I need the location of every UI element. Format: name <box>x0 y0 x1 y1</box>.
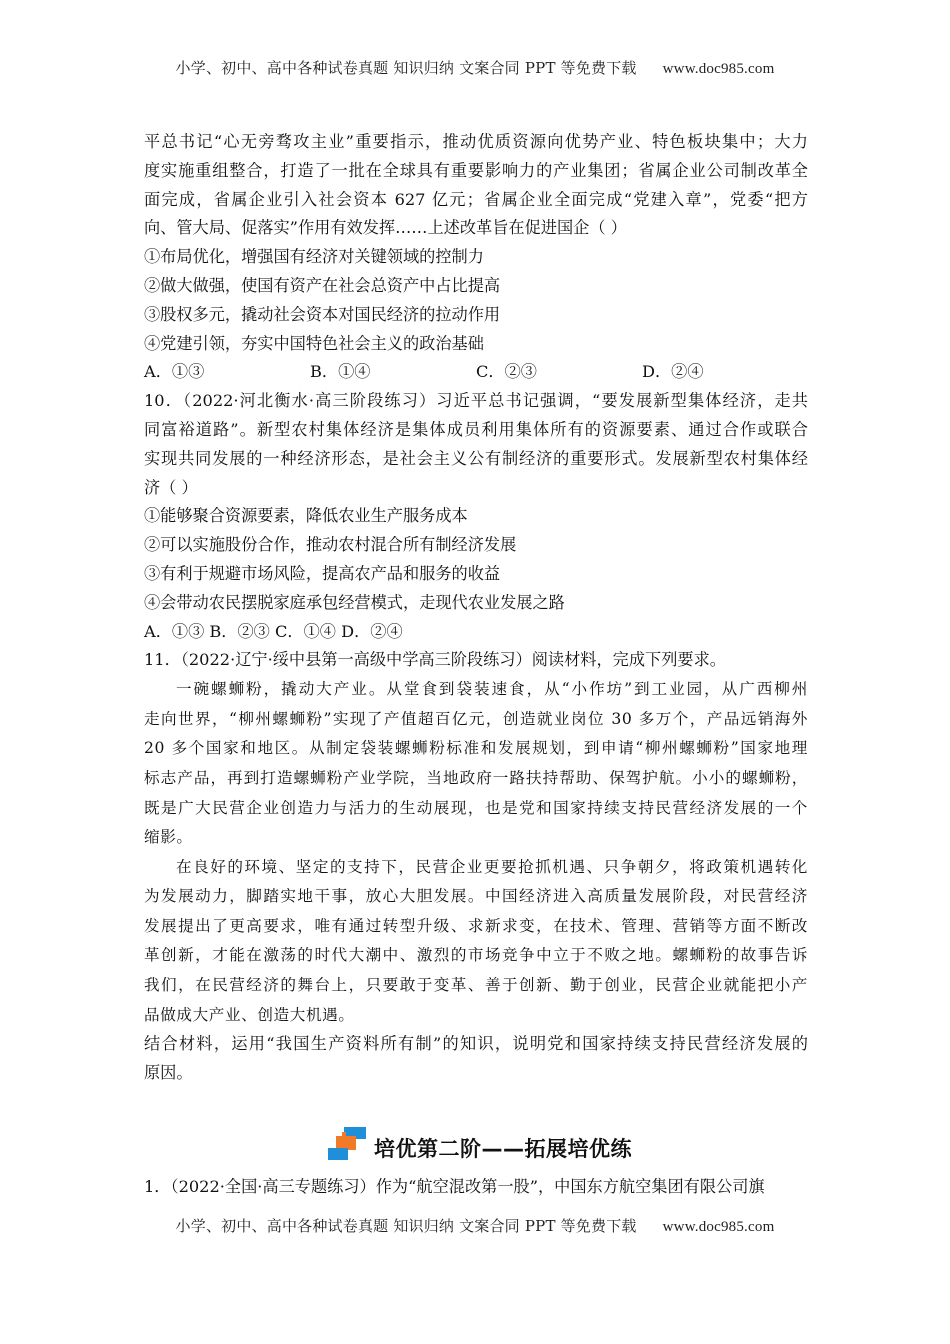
stacked-blocks-icon <box>326 1126 370 1162</box>
material-line: 标志产品，再到打造螺蛳粉产业学院，当地政府一路扶持帮助、保驾护航。小小的螺蛳粉， <box>144 768 808 787</box>
q9-statement: ②做大做强，使国有资产在社会总资产中占比提高 <box>144 275 501 295</box>
q9-stem-line: 度实施重组整合，打造了一批在全球具有重要影响力的产业集团；省属企业公司制改革全 <box>144 160 808 180</box>
q10-statement: ①能够聚合资源要素，降低农业生产服务成本 <box>144 506 468 526</box>
q11-material <box>144 675 808 1030</box>
material-line: 缩影。 <box>144 828 193 847</box>
q10-options: A．①③ B．②③ C．①④ D．②④ <box>144 621 403 641</box>
q10-stem-line: 同富裕道路”。新型农村集体经济是集体成员利用集体所有的资源要素、通过合作或联合 <box>144 419 808 439</box>
material-line: 走向世界，“柳州螺蛳粉”实现了产值超百亿元，创造就业岗位 30 多万个，产品远销海外 <box>144 709 808 728</box>
question-10 <box>144 387 808 646</box>
q10-stem-line: 实现共同发展的一种经济形态，是社会主义公有制经济的重要形式。发展新型农村集体经 <box>144 448 808 468</box>
material-line: 20 多个国家和地区。从制定袋装螺蛳粉标准和发展规划，到申请“柳州螺蛳粉”国家地理 <box>144 739 808 758</box>
next-question-line: 1．（2022·全国·高三专题练习）作为“航空混改第一股”，中国东方航空集团有限公司旗 <box>144 1177 765 1196</box>
page-footer <box>0 1215 950 1236</box>
q11-task-line: 结合材料，运用“我国生产资料所有制”的知识，说明党和国家持续支持民营经济发展的 <box>144 1034 808 1054</box>
footer-url[interactable]: www.doc985.com <box>662 1219 775 1235</box>
document-body <box>144 128 808 1088</box>
q9-statement: ④党建引领，夯实中国特色社会主义的政治基础 <box>144 333 484 353</box>
q9-option-a: A．①③ <box>144 362 205 382</box>
question-9 <box>144 128 808 387</box>
q10-statement: ③有利于规避市场风险，提高农产品和服务的收益 <box>144 563 501 583</box>
q10-statement: ②可以实施股份合作，推动农村混合所有制经济发展 <box>144 535 517 555</box>
q10-stem-line: 济（ ） <box>144 477 198 497</box>
q9-option-b: B．①④ <box>310 362 371 382</box>
section-title-text: 培优第二阶——拓展培优练 <box>374 1137 632 1161</box>
q10-statement: ④会带动农民摆脱家庭承包经营模式，走现代农业发展之路 <box>144 592 565 612</box>
material-line: 一碗螺蛳粉，撬动大产业。从堂食到袋装速食，从“小作坊”到工业园，从广西柳州 <box>176 680 808 699</box>
material-line: 我们，在民营经济的舞台上，只要敢于变革、善于创新、勤于创业，民营企业就能把小产 <box>144 976 808 995</box>
material-line: 为发展动力，脚踏实地干事，放心大胆发展。中国经济进入高质量发展阶段，对民营经济 <box>144 887 808 906</box>
q10-stem-line: 10．（2022·河北衡水·高三阶段练习）习近平总书记强调，“要发展新型集体经济，走共 <box>144 391 808 411</box>
material-line: 既是广大民营企业创造力与活力的生动展现，也是党和国家持续支持民营经济发展的一个 <box>144 798 808 817</box>
material-line: 发展提出了更高要求，唯有通过转型升级、求新求变，在技术、管理、营销等方面不断改 <box>144 916 808 935</box>
page-header <box>0 57 950 78</box>
material-line: 品做成大产业、创造大机遇。 <box>144 1005 355 1024</box>
q9-stem-line: 面完成，省属企业引入社会资本 627 亿元；省属企业全面完成“党建入章”，党委“把方 <box>144 189 808 209</box>
question-11 <box>144 646 808 1088</box>
header-text: 小学、初中、高中各种试卷真题 知识归纳 文案合同 PPT 等免费下载 <box>175 59 637 77</box>
q9-statement: ①布局优化，增强国有经济对关键领域的控制力 <box>144 247 484 267</box>
q9-option-c: C．②③ <box>476 362 537 382</box>
material-line: 在良好的环境、坚定的支持下，民营企业更要抢抓机遇、只争朝夕，将政策机遇转化 <box>176 857 808 876</box>
q9-stem-line: 向、管大局、促落实”作用有效发挥……上述改革旨在促进国企（ ） <box>144 218 627 238</box>
section-heading <box>326 1124 632 1164</box>
footer-text: 小学、初中、高中各种试卷真题 知识归纳 文案合同 PPT 等免费下载 <box>175 1217 637 1235</box>
q11-task-line: 原因。 <box>144 1063 193 1083</box>
material-line: 革创新，才能在激荡的时代大潮中、激烈的市场竞争中立于不败之地。螺蛳粉的故事告诉 <box>144 946 808 965</box>
q9-options <box>144 358 808 387</box>
q9-stem-line: 平总书记“心无旁骛攻主业”重要指示，推动优质资源向优势产业、特色板块集中；大力 <box>144 132 808 151</box>
q9-option-d: D．②④ <box>642 362 704 382</box>
header-url[interactable]: www.doc985.com <box>662 61 775 77</box>
q11-stem: 11．（2022·辽宁·绥中县第一高级中学高三阶段练习）阅读材料，完成下列要求。 <box>144 650 726 670</box>
q9-statement: ③股权多元，撬动社会资本对国民经济的拉动作用 <box>144 304 501 324</box>
